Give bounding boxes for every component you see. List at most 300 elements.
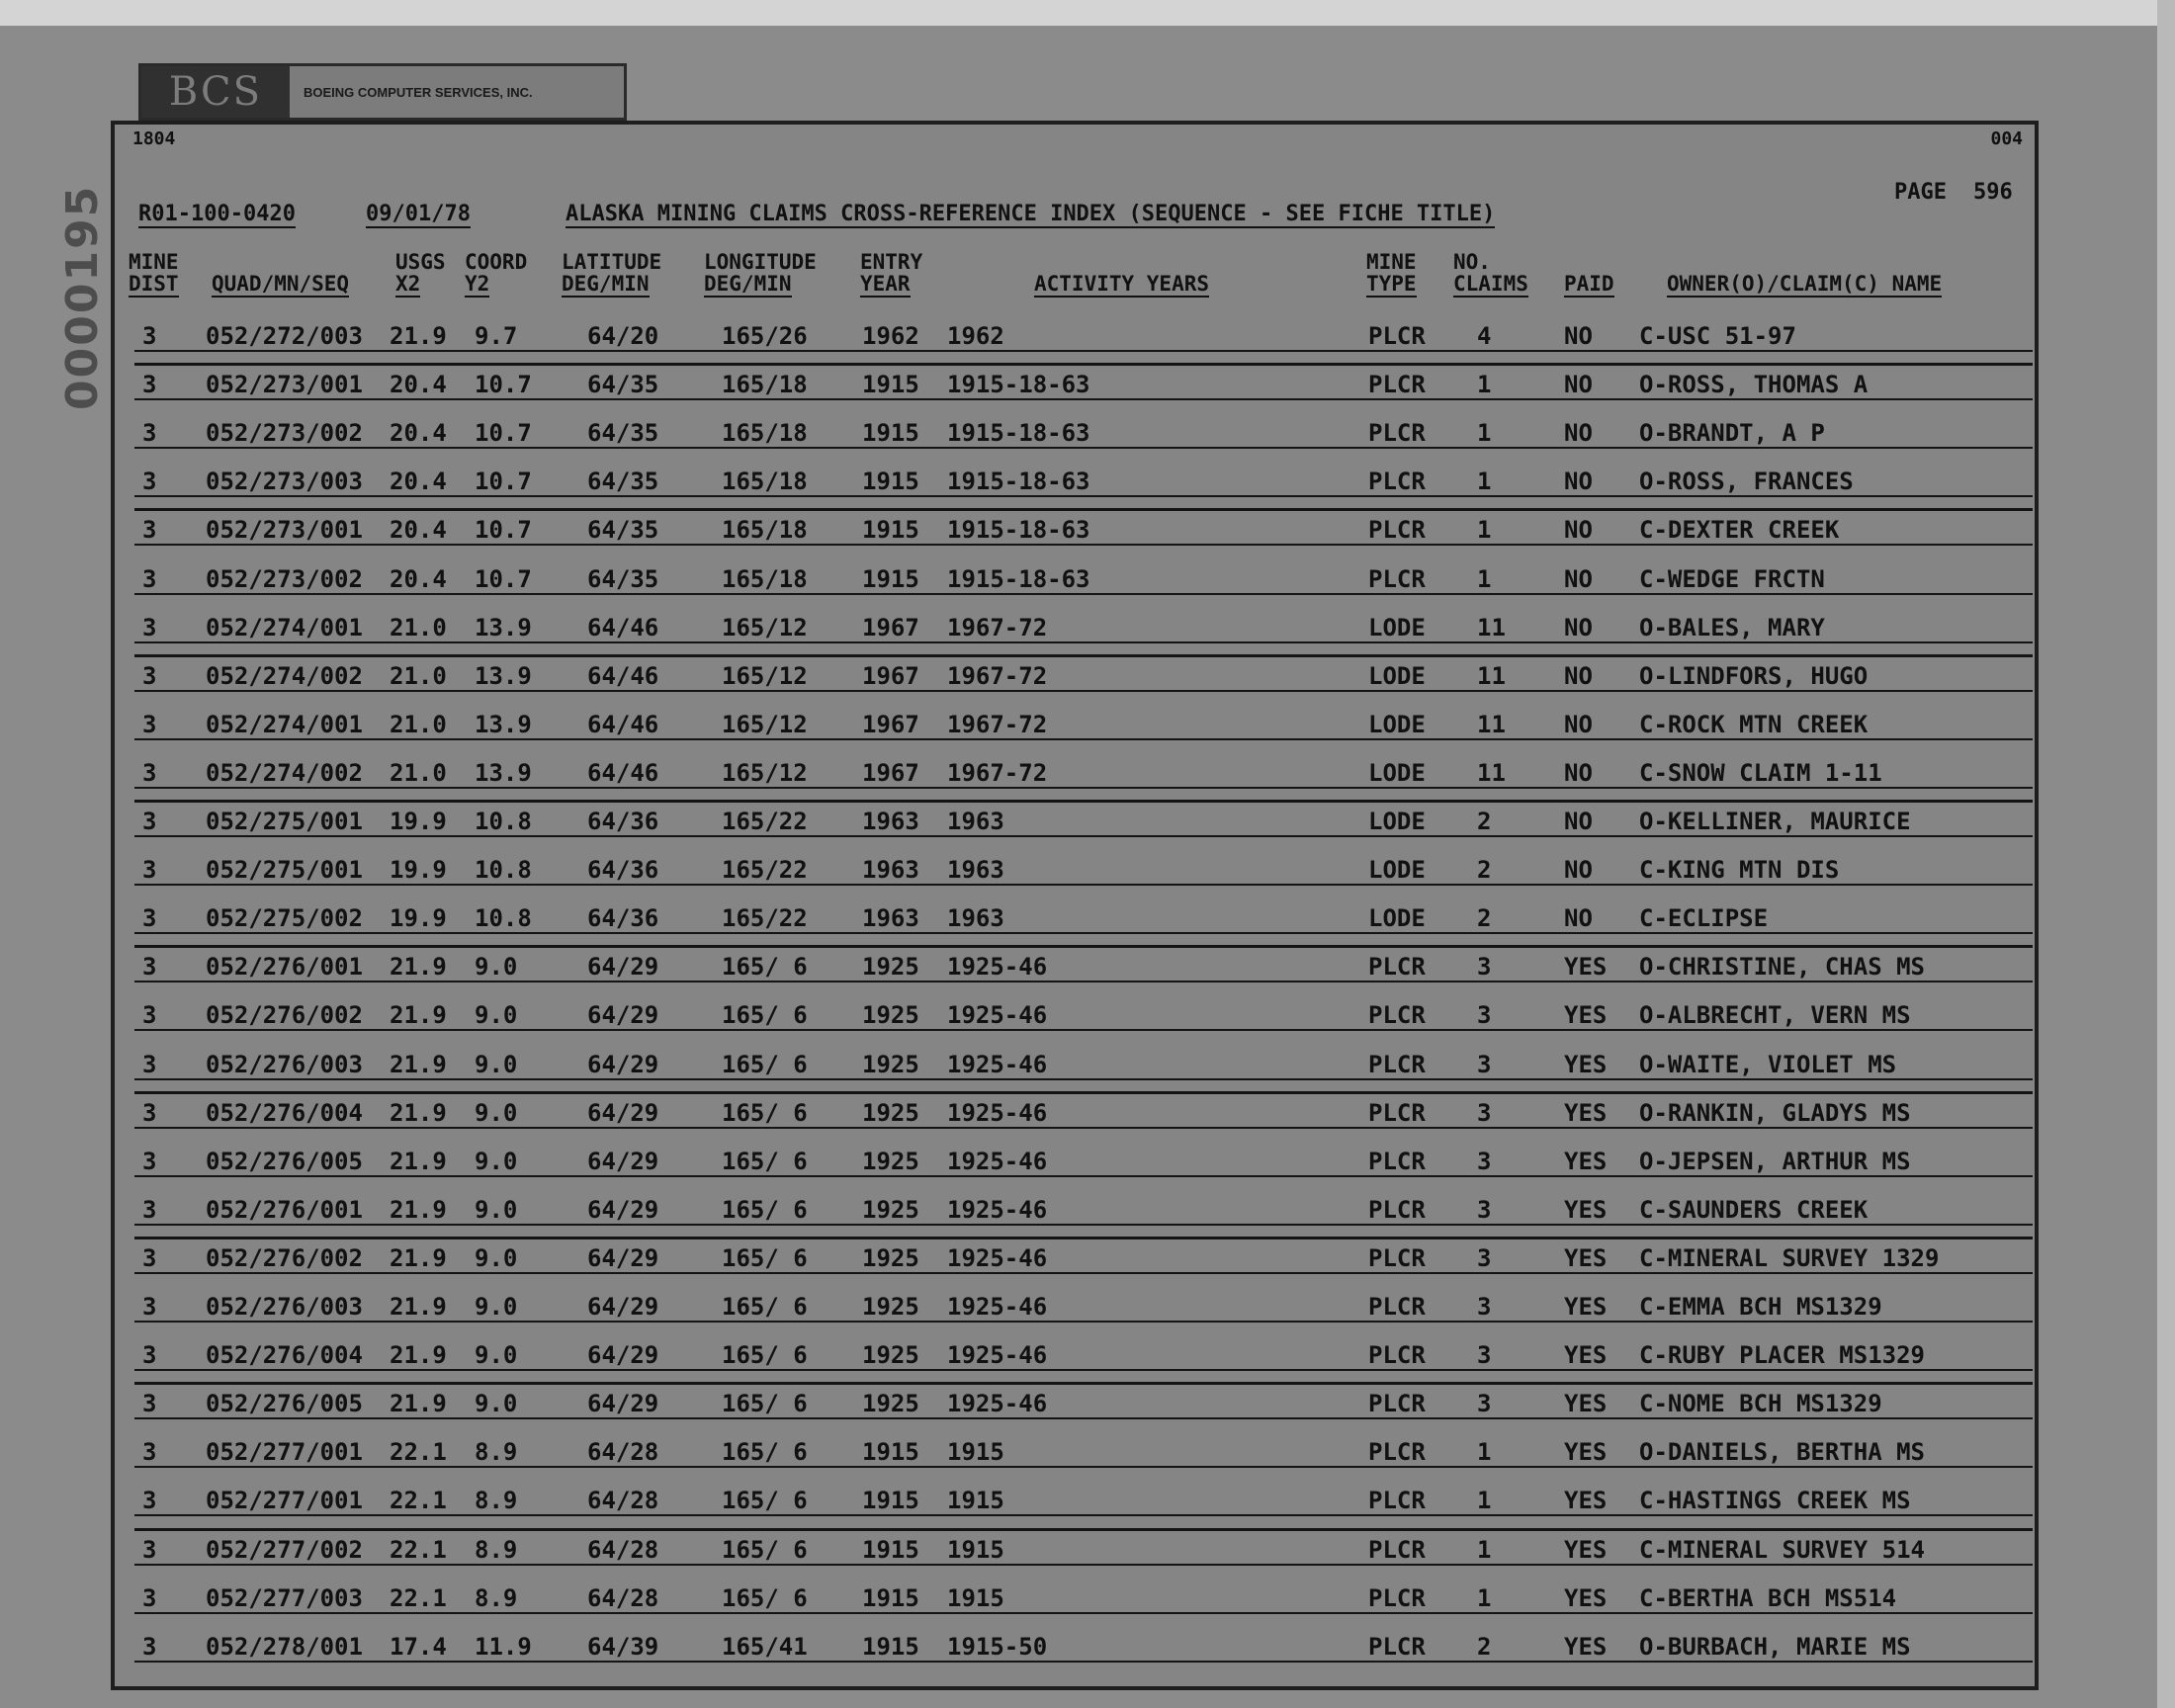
mine-dist-cell: 3 xyxy=(142,1293,157,1321)
entry-year-cell: 1925 xyxy=(862,1001,919,1030)
latitude-cell: 64/29 xyxy=(587,1341,659,1370)
paid-cell: YES xyxy=(1564,953,1608,982)
row-underline xyxy=(134,738,2033,740)
owner-claim-cell: C-KING MTN DIS xyxy=(1639,856,1840,885)
paid-cell: NO xyxy=(1564,808,1593,835)
paid-cell: NO xyxy=(1564,371,1593,399)
longitude-cell: 165/ 6 xyxy=(722,1098,808,1127)
mine-dist-cell: 3 xyxy=(142,808,157,835)
paid-cell: NO xyxy=(1564,613,1593,641)
quad-cell: 052/277/002 xyxy=(206,1535,363,1564)
mine-dist-cell: 3 xyxy=(142,613,157,641)
usgs-y-cell: 9.0 xyxy=(475,1341,518,1370)
row-underline xyxy=(134,1369,2033,1371)
table-row xyxy=(115,1186,2033,1235)
table-row xyxy=(115,701,2033,749)
owner-claim-cell: C-SNOW CLAIM 1-11 xyxy=(1639,758,1882,787)
longitude-cell: 165/ 6 xyxy=(722,1050,808,1078)
quad-cell: 052/274/002 xyxy=(206,661,363,690)
owner-claim-cell: C-EMMA BCH MS1329 xyxy=(1639,1293,1882,1321)
table-row xyxy=(115,1283,2033,1331)
table-row xyxy=(115,846,2033,895)
quad-cell: 052/277/001 xyxy=(206,1438,363,1467)
logo-company-name: BOEING COMPUTER SERVICES, INC. xyxy=(304,84,533,100)
row-underline xyxy=(134,1127,2033,1129)
row-underline xyxy=(134,1612,2033,1614)
paid-cell: NO xyxy=(1564,516,1593,545)
mine-dist-cell: 3 xyxy=(142,468,157,496)
mine-type-cell: PLCR xyxy=(1368,564,1426,593)
mine-dist-cell: 3 xyxy=(142,1341,157,1370)
row-underline xyxy=(134,1661,2033,1663)
logo-abbr: BCS xyxy=(141,66,290,118)
activity-years-cell: 1925-46 xyxy=(947,953,1048,982)
quad-cell: 052/273/002 xyxy=(206,419,363,448)
claims-cell: 1 xyxy=(1477,1583,1492,1612)
table-row xyxy=(115,312,2033,361)
table-row xyxy=(115,749,2033,798)
paid-cell: YES xyxy=(1564,1583,1608,1612)
report-id: R01-100-0420 xyxy=(138,202,296,226)
longitude-cell: 165/ 6 xyxy=(722,1243,808,1272)
quad-cell: 052/275/001 xyxy=(206,808,363,835)
entry-year-cell: 1963 xyxy=(862,808,919,835)
latitude-cell: 64/29 xyxy=(587,1147,659,1175)
entry-year-cell: 1915 xyxy=(862,419,919,448)
owner-claim-cell: C-MINERAL SURVEY 1329 xyxy=(1639,1243,1940,1272)
header-usgs-x: USGS X2 xyxy=(395,250,446,296)
mine-dist-cell: 3 xyxy=(142,953,157,982)
usgs-y-cell: 10.7 xyxy=(475,468,532,496)
quad-cell: 052/276/003 xyxy=(206,1293,363,1321)
claims-cell: 1 xyxy=(1477,371,1492,399)
longitude-cell: 165/18 xyxy=(722,371,808,399)
paid-cell: NO xyxy=(1564,661,1593,690)
mine-type-cell: PLCR xyxy=(1368,322,1426,350)
mine-type-cell: PLCR xyxy=(1368,1001,1426,1030)
table-row xyxy=(115,555,2033,604)
mine-type-cell: PLCR xyxy=(1368,419,1426,448)
usgs-y-cell: 9.0 xyxy=(475,1195,518,1224)
usgs-x-cell: 19.9 xyxy=(390,856,447,885)
row-underline xyxy=(134,1029,2033,1031)
usgs-x-cell: 22.1 xyxy=(390,1535,447,1564)
entry-year-cell: 1963 xyxy=(862,856,919,885)
longitude-cell: 165/12 xyxy=(722,613,808,641)
page-label: PAGE xyxy=(1894,180,1947,205)
usgs-x-cell: 21.0 xyxy=(390,661,447,690)
activity-years-cell: 1925-46 xyxy=(947,1341,1048,1370)
entry-year-cell: 1925 xyxy=(862,1098,919,1127)
longitude-cell: 165/22 xyxy=(722,808,808,835)
latitude-cell: 64/36 xyxy=(587,808,659,835)
table-row xyxy=(115,1041,2033,1089)
latitude-cell: 64/36 xyxy=(587,904,659,933)
entry-year-cell: 1963 xyxy=(862,904,919,933)
paid-cell: YES xyxy=(1564,1050,1608,1078)
usgs-y-cell: 13.9 xyxy=(475,613,532,641)
activity-years-cell: 1963 xyxy=(947,856,1004,885)
usgs-x-cell: 21.0 xyxy=(390,758,447,787)
report-frame xyxy=(111,121,2039,1690)
usgs-x-cell: 22.1 xyxy=(390,1487,447,1515)
report-date: 09/01/78 xyxy=(366,202,471,226)
row-underline xyxy=(134,981,2033,982)
claims-cell: 3 xyxy=(1477,1293,1492,1321)
table-row xyxy=(115,1138,2033,1186)
entry-year-cell: 1915 xyxy=(862,564,919,593)
row-underline xyxy=(134,787,2033,789)
mine-type-cell: LODE xyxy=(1368,613,1426,641)
mine-type-cell: LODE xyxy=(1368,856,1426,885)
usgs-x-cell: 21.9 xyxy=(390,1195,447,1224)
longitude-cell: 165/26 xyxy=(722,322,808,350)
page-number: 596 xyxy=(1973,180,2013,205)
top-edge-strip xyxy=(0,0,2175,26)
entry-year-cell: 1915 xyxy=(862,1632,919,1661)
usgs-x-cell: 21.9 xyxy=(390,1147,447,1175)
mine-type-cell: PLCR xyxy=(1368,1293,1426,1321)
usgs-y-cell: 9.0 xyxy=(475,1147,518,1175)
claims-cell: 1 xyxy=(1477,468,1492,496)
row-strike-line xyxy=(134,1091,2033,1094)
owner-claim-cell: C-SAUNDERS CREEK xyxy=(1639,1195,1869,1224)
quad-cell: 052/272/003 xyxy=(206,322,363,350)
longitude-cell: 165/ 6 xyxy=(722,953,808,982)
row-strike-line xyxy=(134,1528,2033,1531)
mine-dist-cell: 3 xyxy=(142,564,157,593)
quad-cell: 052/274/002 xyxy=(206,758,363,787)
owner-claim-cell: C-BERTHA BCH MS514 xyxy=(1639,1583,1897,1612)
row-underline xyxy=(134,593,2033,595)
claims-cell: 1 xyxy=(1477,1535,1492,1564)
mine-dist-cell: 3 xyxy=(142,1390,157,1418)
row-strike-line xyxy=(134,1237,2033,1239)
mine-type-cell: PLCR xyxy=(1368,1583,1426,1612)
company-logo xyxy=(138,63,627,121)
mine-dist-cell: 3 xyxy=(142,1632,157,1661)
owner-claim-cell: O-CHRISTINE, CHAS MS xyxy=(1639,953,1925,982)
usgs-x-cell: 21.9 xyxy=(390,1243,447,1272)
table-row xyxy=(115,1428,2033,1477)
mine-dist-cell: 3 xyxy=(142,1001,157,1030)
latitude-cell: 64/39 xyxy=(587,1632,659,1661)
latitude-cell: 64/28 xyxy=(587,1487,659,1515)
owner-claim-cell: O-ROSS, THOMAS A xyxy=(1639,371,1869,399)
row-strike-line xyxy=(134,654,2033,657)
usgs-x-cell: 20.4 xyxy=(390,419,447,448)
claims-cell: 2 xyxy=(1477,808,1492,835)
claims-cell: 3 xyxy=(1477,953,1492,982)
activity-years-cell: 1962 xyxy=(947,322,1004,350)
owner-claim-cell: O-BALES, MARY xyxy=(1639,613,1825,641)
quad-cell: 052/276/002 xyxy=(206,1001,363,1030)
usgs-y-cell: 13.9 xyxy=(475,758,532,787)
paid-cell: NO xyxy=(1564,468,1593,496)
table-row xyxy=(115,1331,2033,1380)
mine-type-cell: LODE xyxy=(1368,808,1426,835)
longitude-cell: 165/18 xyxy=(722,419,808,448)
table-row xyxy=(115,506,2033,555)
quad-cell: 052/276/002 xyxy=(206,1243,363,1272)
row-underline xyxy=(134,1514,2033,1516)
mine-type-cell: LODE xyxy=(1368,904,1426,933)
table-row xyxy=(115,409,2033,458)
table-row xyxy=(115,798,2033,846)
latitude-cell: 64/46 xyxy=(587,661,659,690)
mine-dist-cell: 3 xyxy=(142,1195,157,1224)
mine-type-cell: PLCR xyxy=(1368,1438,1426,1467)
owner-claim-cell: O-BURBACH, MARIE MS xyxy=(1639,1632,1911,1661)
claims-cell: 1 xyxy=(1477,419,1492,448)
claims-cell: 3 xyxy=(1477,1147,1492,1175)
table-row xyxy=(115,652,2033,701)
usgs-y-cell: 8.9 xyxy=(475,1487,518,1515)
table-row xyxy=(115,1380,2033,1428)
usgs-y-cell: 10.7 xyxy=(475,564,532,593)
activity-years-cell: 1967-72 xyxy=(947,613,1048,641)
latitude-cell: 64/28 xyxy=(587,1583,659,1612)
latitude-cell: 64/29 xyxy=(587,1243,659,1272)
header-activity-years: ACTIVITY YEARS xyxy=(1034,272,1210,296)
header-longitude: LONGITUDE DEG/MIN xyxy=(704,250,817,296)
claims-cell: 3 xyxy=(1477,1195,1492,1224)
paid-cell: YES xyxy=(1564,1341,1608,1370)
paid-cell: YES xyxy=(1564,1438,1608,1467)
row-underline xyxy=(134,495,2033,497)
activity-years-cell: 1915-18-63 xyxy=(947,516,1090,545)
activity-years-cell: 1925-46 xyxy=(947,1293,1048,1321)
owner-claim-cell: O-JEPSEN, ARTHUR MS xyxy=(1639,1147,1911,1175)
claims-cell: 11 xyxy=(1477,710,1506,738)
header-latitude: LATITUDE DEG/MIN xyxy=(562,250,662,296)
row-strike-line xyxy=(134,945,2033,948)
report-title: ALASKA MINING CLAIMS CROSS-REFERENCE INDEX (SEQUENCE - SEE FICHE TITLE) xyxy=(566,202,1496,226)
owner-claim-cell: C-DEXTER CREEK xyxy=(1639,516,1840,545)
claims-cell: 1 xyxy=(1477,1487,1492,1515)
owner-claim-cell: O-KELLINER, MAURICE xyxy=(1639,808,1911,835)
usgs-y-cell: 9.0 xyxy=(475,1390,518,1418)
latitude-cell: 64/46 xyxy=(587,758,659,787)
entry-year-cell: 1925 xyxy=(862,953,919,982)
paid-cell: YES xyxy=(1564,1098,1608,1127)
row-underline xyxy=(134,641,2033,643)
quad-cell: 052/278/001 xyxy=(206,1632,363,1661)
paid-cell: YES xyxy=(1564,1487,1608,1515)
claims-cell: 3 xyxy=(1477,1098,1492,1127)
entry-year-cell: 1925 xyxy=(862,1147,919,1175)
owner-claim-cell: O-ALBRECHT, VERN MS xyxy=(1639,1001,1911,1030)
header-quad: QUAD/MN/SEQ xyxy=(212,272,350,296)
usgs-x-cell: 21.9 xyxy=(390,1050,447,1078)
owner-claim-cell: C-WEDGE FRCTN xyxy=(1639,564,1825,593)
longitude-cell: 165/12 xyxy=(722,758,808,787)
entry-year-cell: 1925 xyxy=(862,1390,919,1418)
table-row xyxy=(115,895,2033,943)
usgs-x-cell: 21.0 xyxy=(390,613,447,641)
activity-years-cell: 1967-72 xyxy=(947,661,1048,690)
quad-cell: 052/276/003 xyxy=(206,1050,363,1078)
quad-cell: 052/273/001 xyxy=(206,371,363,399)
quad-cell: 052/276/001 xyxy=(206,1195,363,1224)
row-strike-line xyxy=(134,800,2033,803)
mine-dist-cell: 3 xyxy=(142,1098,157,1127)
activity-years-cell: 1925-46 xyxy=(947,1147,1048,1175)
paid-cell: YES xyxy=(1564,1535,1608,1564)
usgs-y-cell: 9.0 xyxy=(475,1001,518,1030)
table-row xyxy=(115,1526,2033,1575)
latitude-cell: 64/20 xyxy=(587,322,659,350)
longitude-cell: 165/22 xyxy=(722,856,808,885)
owner-claim-cell: C-RUBY PLACER MS1329 xyxy=(1639,1341,1925,1370)
activity-years-cell: 1963 xyxy=(947,808,1004,835)
claims-cell: 2 xyxy=(1477,856,1492,885)
row-underline xyxy=(134,398,2033,400)
longitude-cell: 165/ 6 xyxy=(722,1147,808,1175)
header-paid: PAID xyxy=(1564,272,1614,296)
row-underline xyxy=(134,1272,2033,1274)
row-underline xyxy=(134,1224,2033,1226)
paid-cell: YES xyxy=(1564,1632,1608,1661)
quad-cell: 052/274/001 xyxy=(206,710,363,738)
owner-claim-cell: C-ROCK MTN CREEK xyxy=(1639,710,1869,738)
usgs-y-cell: 9.0 xyxy=(475,953,518,982)
row-underline xyxy=(134,690,2033,692)
table-row xyxy=(115,604,2033,652)
mine-dist-cell: 3 xyxy=(142,758,157,787)
header-usgs-y: COORD Y2 xyxy=(465,250,528,296)
claims-cell: 11 xyxy=(1477,661,1506,690)
header-mine-type: MINE TYPE xyxy=(1366,250,1417,296)
claims-cell: 3 xyxy=(1477,1001,1492,1030)
usgs-y-cell: 11.9 xyxy=(475,1632,532,1661)
mine-dist-cell: 3 xyxy=(142,371,157,399)
mine-type-cell: LODE xyxy=(1368,758,1426,787)
usgs-y-cell: 10.8 xyxy=(475,856,532,885)
usgs-y-cell: 8.9 xyxy=(475,1438,518,1467)
usgs-x-cell: 20.4 xyxy=(390,564,447,593)
quad-cell: 052/276/001 xyxy=(206,953,363,982)
claims-cell: 4 xyxy=(1477,322,1492,350)
usgs-y-cell: 9.0 xyxy=(475,1243,518,1272)
mine-dist-cell: 3 xyxy=(142,856,157,885)
entry-year-cell: 1915 xyxy=(862,1438,919,1467)
usgs-y-cell: 9.0 xyxy=(475,1050,518,1078)
activity-years-cell: 1925-46 xyxy=(947,1243,1048,1272)
paid-cell: NO xyxy=(1564,856,1593,885)
paid-cell: NO xyxy=(1564,419,1593,448)
usgs-x-cell: 17.4 xyxy=(390,1632,447,1661)
longitude-cell: 165/ 6 xyxy=(722,1390,808,1418)
mine-type-cell: PLCR xyxy=(1368,1487,1426,1515)
longitude-cell: 165/12 xyxy=(722,710,808,738)
owner-claim-cell: C-NOME BCH MS1329 xyxy=(1639,1390,1882,1418)
activity-years-cell: 1925-46 xyxy=(947,1390,1048,1418)
activity-years-cell: 1925-46 xyxy=(947,1098,1048,1127)
row-strike-line xyxy=(134,508,2033,511)
owner-claim-cell: O-ROSS, FRANCES xyxy=(1639,468,1854,496)
row-underline xyxy=(134,1417,2033,1419)
row-underline xyxy=(134,884,2033,886)
usgs-x-cell: 21.9 xyxy=(390,322,447,350)
latitude-cell: 64/35 xyxy=(587,468,659,496)
claims-cell: 3 xyxy=(1477,1050,1492,1078)
row-strike-line xyxy=(134,1382,2033,1385)
activity-years-cell: 1925-46 xyxy=(947,1195,1048,1224)
usgs-x-cell: 20.4 xyxy=(390,516,447,545)
longitude-cell: 165/ 6 xyxy=(722,1583,808,1612)
longitude-cell: 165/12 xyxy=(722,661,808,690)
entry-year-cell: 1967 xyxy=(862,613,919,641)
entry-year-cell: 1925 xyxy=(862,1195,919,1224)
owner-claim-cell: C-ECLIPSE xyxy=(1639,904,1769,933)
latitude-cell: 64/29 xyxy=(587,953,659,982)
usgs-x-cell: 19.9 xyxy=(390,808,447,835)
row-underline xyxy=(134,350,2033,352)
mine-dist-cell: 3 xyxy=(142,904,157,933)
row-underline xyxy=(134,1466,2033,1468)
owner-claim-cell: O-RANKIN, GLADYS MS xyxy=(1639,1098,1911,1127)
paid-cell: NO xyxy=(1564,758,1593,787)
longitude-cell: 165/ 6 xyxy=(722,1438,808,1467)
mine-type-cell: PLCR xyxy=(1368,1195,1426,1224)
entry-year-cell: 1915 xyxy=(862,371,919,399)
usgs-x-cell: 20.4 xyxy=(390,468,447,496)
right-edge-strip xyxy=(2157,0,2175,1708)
table-row xyxy=(115,1235,2033,1283)
latitude-cell: 64/35 xyxy=(587,371,659,399)
entry-year-cell: 1925 xyxy=(862,1243,919,1272)
quad-cell: 052/273/001 xyxy=(206,516,363,545)
quad-cell: 052/273/003 xyxy=(206,468,363,496)
activity-years-cell: 1915-18-63 xyxy=(947,371,1090,399)
usgs-y-cell: 9.0 xyxy=(475,1293,518,1321)
row-underline xyxy=(134,1564,2033,1566)
entry-year-cell: 1967 xyxy=(862,661,919,690)
margin-frame-number: 0000195 xyxy=(57,184,108,410)
quad-cell: 052/277/003 xyxy=(206,1583,363,1612)
corner-code-right: 004 xyxy=(1990,128,2023,149)
longitude-cell: 165/ 6 xyxy=(722,1195,808,1224)
usgs-x-cell: 22.1 xyxy=(390,1583,447,1612)
table-row xyxy=(115,991,2033,1040)
mine-type-cell: PLCR xyxy=(1368,1390,1426,1418)
usgs-x-cell: 21.9 xyxy=(390,1001,447,1030)
activity-years-cell: 1915-18-63 xyxy=(947,419,1090,448)
usgs-y-cell: 8.9 xyxy=(475,1583,518,1612)
mine-type-cell: PLCR xyxy=(1368,1535,1426,1564)
usgs-x-cell: 21.9 xyxy=(390,953,447,982)
owner-claim-cell: O-LINDFORS, HUGO xyxy=(1639,661,1869,690)
activity-years-cell: 1915 xyxy=(947,1487,1004,1515)
table-row xyxy=(115,1089,2033,1138)
longitude-cell: 165/22 xyxy=(722,904,808,933)
quad-cell: 052/274/001 xyxy=(206,613,363,641)
row-underline xyxy=(134,1175,2033,1177)
claims-cell: 11 xyxy=(1477,758,1506,787)
quad-cell: 052/275/002 xyxy=(206,904,363,933)
mine-type-cell: PLCR xyxy=(1368,468,1426,496)
mine-type-cell: PLCR xyxy=(1368,953,1426,982)
usgs-y-cell: 10.7 xyxy=(475,371,532,399)
paid-cell: YES xyxy=(1564,1147,1608,1175)
owner-claim-cell: C-HASTINGS CREEK MS xyxy=(1639,1487,1911,1515)
usgs-y-cell: 9.0 xyxy=(475,1098,518,1127)
claims-cell: 11 xyxy=(1477,613,1506,641)
latitude-cell: 64/46 xyxy=(587,710,659,738)
quad-cell: 052/276/004 xyxy=(206,1341,363,1370)
mine-dist-cell: 3 xyxy=(142,1535,157,1564)
